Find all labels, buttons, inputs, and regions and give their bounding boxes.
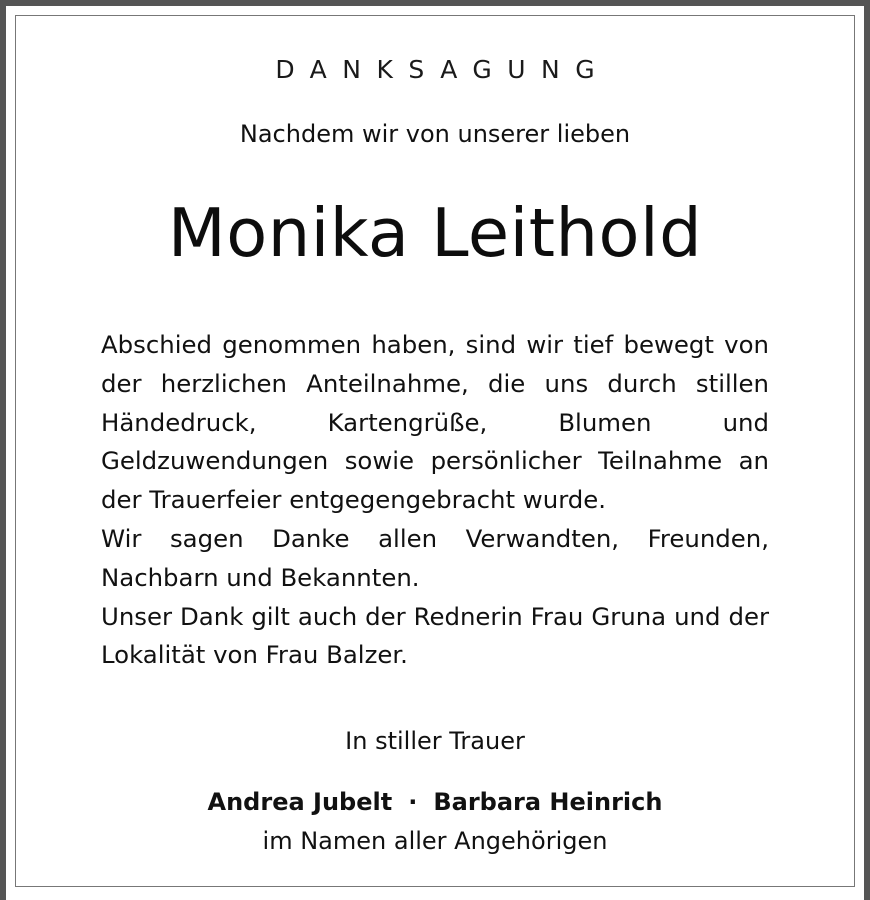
signer-name: Barbara Heinrich bbox=[433, 788, 663, 816]
closing-line: In stiller Trauer bbox=[345, 727, 525, 755]
notice-heading: DANKSAGUNG bbox=[275, 55, 611, 84]
body-paragraph: Wir sagen Danke allen Verwandten, Freunden, Nachbarn und Bekannten. bbox=[101, 523, 769, 592]
body-paragraph: Unser Dank gilt auch der Rednerin Frau Gruna und der Lokalität von Frau Balzer. bbox=[101, 601, 769, 670]
body-text bbox=[101, 326, 769, 675]
signer-separator: · bbox=[408, 788, 418, 816]
signers-line bbox=[0, 785, 870, 819]
signer-name: Andrea Jubelt bbox=[207, 788, 393, 816]
signers-note: im Namen aller Angehörigen bbox=[262, 827, 608, 855]
intro-line: Nachdem wir von unserer lieben bbox=[239, 120, 631, 148]
deceased-name: Monika Leithold bbox=[167, 194, 703, 272]
body-paragraph: Abschied genommen haben, sind wir tief bewegt von der herzlichen Anteilnahme, die uns durch stillen Händedruck, Kartengrüße, Blumen und Geldzuwendungen sowie persönlicher Teilnahme an der Trauerfeier entgegengebracht wurde. bbox=[101, 330, 769, 515]
